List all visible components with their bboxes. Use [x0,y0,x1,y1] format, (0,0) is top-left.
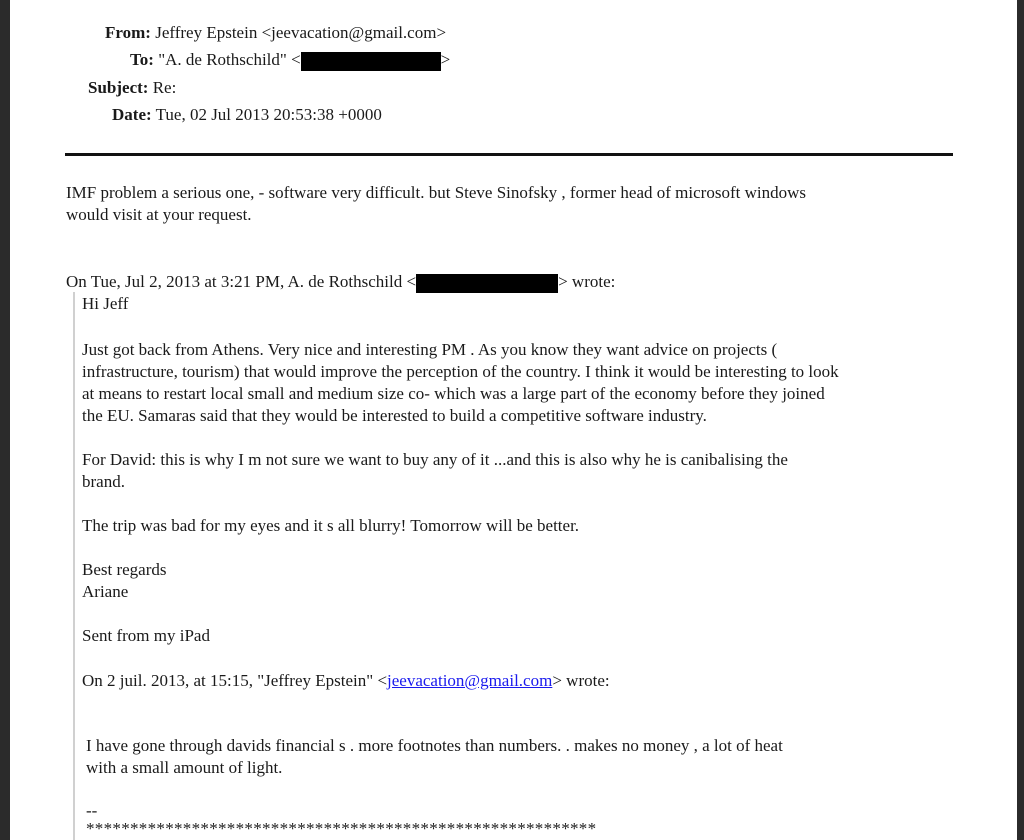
text-line: the EU. Samaras said that they would be interested to build a competitive software industry. [82,406,707,425]
from-label: From: [105,23,151,42]
nested-header-suffix: > wrote: [552,671,610,690]
date-label: Date: [112,105,152,124]
signoff [82,559,167,603]
reply-text [66,182,806,226]
quote-header [66,271,615,293]
greeting: Hi Jeff [82,294,129,313]
sig-stars: ********************************************************** [86,819,597,838]
email-link[interactable]: jeevacation@gmail.com [387,671,553,690]
paragraph-1 [82,339,839,427]
text-line: For David: this is why I m not sure we want to buy any of it ...and this is also why he is canibalising the [82,450,788,469]
email-page [10,0,1017,840]
date-row [112,105,382,125]
to-label: To: [130,50,154,69]
text-line: Just got back from Athens. Very nice and interesting PM . As you know they want advice on projects ( [82,340,778,359]
to-close: > [440,50,451,69]
text-line: at means to restart local small and medium size co- which was a large part of the economy before they joined [82,384,825,403]
quote-bar [73,292,75,840]
quote-header-prefix: On Tue, Jul 2, 2013 at 3:21 PM, A. de Rothschild < [66,272,417,291]
from-row [105,23,446,43]
paragraph-3: The trip was bad for my eyes and it s all blurry! Tomorrow will be better. [82,516,580,535]
nested-body [86,735,783,779]
to-row [130,50,450,71]
signoff-text: Best regards [82,560,167,579]
sent-from: Sent from my iPad [82,626,210,645]
header-divider [65,153,953,156]
paragraph-2 [82,449,788,493]
text-line: I have gone through davids financial s . more footnotes than numbers. . makes no money , a lot of heat [86,736,783,755]
reply-line: IMF problem a serious one, - software very difficult. but Steve Sinofsky , former head of microsoft windows [66,183,806,202]
nested-header-prefix: On 2 juil. 2013, at 15:15, "Jeffrey Epstein" < [82,671,388,690]
redaction [416,274,558,293]
from-value: Jeffrey Epstein <jeevacation@gmail.com> [155,23,447,42]
subject-row [88,78,176,98]
redaction [301,52,441,71]
sig-dash: -- [86,801,98,820]
date-value: Tue, 02 Jul 2013 20:53:38 +0000 [155,105,382,124]
text-line: brand. [82,472,125,491]
signature: Ariane [82,582,129,601]
nested-header [82,670,610,692]
subject-value: Re: [152,78,177,97]
reply-line: would visit at your request. [66,205,252,224]
text-line: infrastructure, tourism) that would improve the perception of the country. I think it would be interesting to look [82,362,839,381]
subject-label: Subject: [88,78,149,97]
text-line: with a small amount of light. [86,758,283,777]
quote-header-suffix: > wrote: [558,272,616,291]
to-value: "A. de Rothschild" < [158,50,301,69]
